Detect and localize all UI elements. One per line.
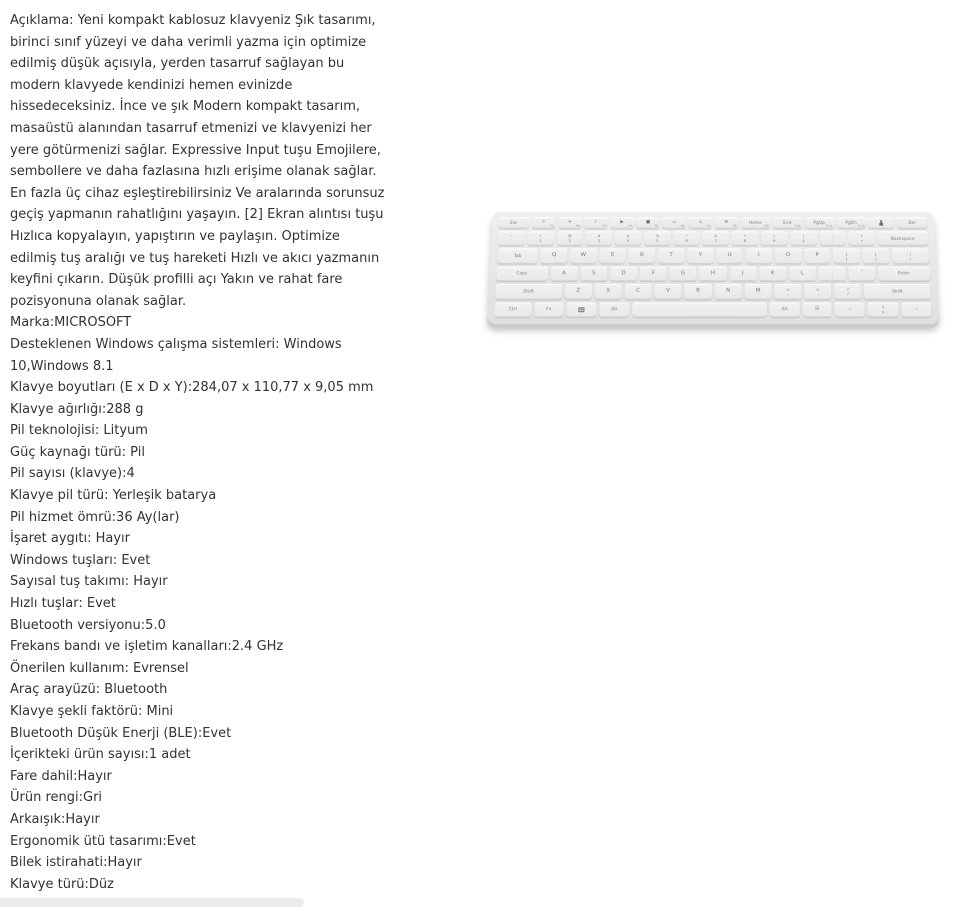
key-label: " [861, 268, 863, 274]
key-label: Caps [516, 270, 528, 276]
product-image-keyboard [487, 207, 939, 329]
key-label: Del [908, 219, 916, 225]
key-label: O [785, 252, 791, 259]
key-label: End [783, 219, 792, 225]
key-label: C [636, 288, 641, 294]
key-tab [497, 249, 538, 264]
key-u [716, 249, 742, 264]
key-0 [790, 231, 817, 246]
key-label: Backspace [890, 235, 915, 241]
key-label: PgUp [813, 219, 826, 225]
key-arrows-up-down [867, 302, 899, 317]
key-arrow-left [835, 302, 865, 317]
key-label: T [669, 252, 673, 259]
key-label: ♪ [594, 219, 598, 225]
key-w [570, 249, 597, 264]
key-label: ■ [645, 219, 651, 225]
spec-line: Fare dahil:Hayır [10, 768, 112, 784]
key-label: ] [875, 255, 877, 261]
fkey-sub-label: F6 [680, 223, 685, 228]
key-label: Q [551, 252, 557, 259]
key-a [550, 266, 577, 281]
keyboard-body [487, 212, 939, 324]
key-label: ‹ [848, 305, 852, 312]
key-label: M [755, 288, 761, 294]
key-label: - [831, 238, 834, 243]
keyboard-row [499, 217, 928, 228]
spec-line: Klavye ağırlığı:288 g [10, 401, 144, 417]
fkey-sub-label: F10 [794, 223, 801, 228]
spec-line: Arkaışık:Hayır [10, 811, 100, 827]
fkey-sub-label: F11 [826, 223, 833, 228]
key-y [687, 249, 713, 264]
key-q [541, 249, 568, 264]
spec-line: Ergonomik ütü tasarımı:Evet [10, 833, 196, 849]
description-line: yere götürmenizi sağlar. Expressive Input tuşu Emojilere, [10, 142, 381, 158]
key-label: ☀ [567, 219, 572, 225]
key-label: V [666, 288, 670, 294]
spec-line: Desteklenen Windows çalışma sistemleri: Windows [10, 336, 342, 352]
key-label: 5 [656, 238, 659, 243]
key-label: ▶ [620, 219, 624, 225]
arrow-up-icon: ∧ [881, 304, 885, 310]
spec-line: Bluetooth versiyonu:5.0 [10, 617, 166, 633]
key-p [804, 249, 831, 264]
spec-line: Klavye şekli faktörü: Mini [10, 704, 174, 719]
key-label: * [744, 233, 746, 239]
key-ctrl [494, 302, 531, 317]
key-stop [636, 217, 659, 228]
description-line: masaüstü alanından tasarruf etmenizi ve klavyenizi her [10, 120, 372, 136]
fkey-sub-label: F12 [858, 223, 865, 228]
description-line: En fazla üç cihaz eşleştirebilirsiniz Ve aralarında sorunsuz [10, 185, 385, 201]
key-semicolon [819, 266, 846, 281]
spec-line: Araç arayüzü: Bluetooth [10, 682, 168, 698]
key-e [599, 249, 626, 264]
spec-line: 10,Windows 8.1 [10, 358, 114, 374]
key-caps [496, 266, 548, 281]
key-enter [878, 266, 930, 281]
spec-line: Bilek istirahati:Hayır [10, 855, 142, 871]
key-label: ⌂ [698, 219, 702, 225]
key-esc [499, 217, 530, 228]
keyboard-row [495, 284, 931, 299]
key-c [624, 284, 651, 299]
key-g [670, 266, 697, 281]
key-label: | [909, 251, 911, 256]
key-5 [644, 231, 670, 246]
key-l [789, 266, 816, 281]
key-label: F [651, 270, 655, 277]
key-i [746, 249, 772, 264]
key-pgdn [837, 217, 866, 228]
key-label: ' [861, 273, 863, 279]
key-label: K [770, 270, 775, 277]
spec-line: Klavye boyutları (E x D x Y):284,07 x 110,77 x 9,05 mm [10, 380, 374, 396]
key-label: D [621, 270, 626, 277]
key-label: E [610, 252, 615, 259]
keyboard-row [497, 249, 929, 264]
key-label: 4 [626, 238, 630, 243]
key-label: G [681, 270, 686, 277]
keyboard-row [494, 302, 931, 317]
spec-line: Önerilen kullanım: Evrensel [10, 660, 189, 676]
key-bracket-left [833, 249, 860, 264]
key-mail [715, 217, 738, 228]
arrow-down-icon: ∨ [881, 309, 885, 315]
spec-line: Sayısal tuş takımı: Hayır [10, 574, 168, 590]
key-label: W [580, 252, 587, 259]
key-o [775, 249, 802, 264]
spec-line: Ürün rengi:Gri [10, 790, 103, 806]
key-9 [761, 231, 787, 246]
key-lock [868, 217, 894, 228]
description-paragraph [10, 10, 450, 312]
key-minus [819, 231, 846, 246]
key-label: U [727, 252, 732, 259]
key-label: B [696, 288, 700, 294]
spec-line: İşaret aygıtı: Hayır [10, 531, 130, 547]
key-label: 6 [685, 238, 688, 243]
key-brightness-up [558, 217, 582, 228]
key-label: Esc [510, 219, 518, 225]
key-fn [534, 302, 564, 317]
key-slash [834, 284, 861, 299]
key-label: # [597, 233, 601, 239]
key-2 [556, 231, 583, 246]
key-label: Fn [546, 306, 552, 312]
key-v [654, 284, 681, 299]
key-label: ~ [509, 233, 514, 239]
key-t [658, 249, 684, 264]
key-n [715, 284, 742, 299]
key-windows [566, 302, 596, 317]
key-label: _ [831, 233, 834, 239]
key-label: › [915, 305, 918, 312]
key-label: P [815, 252, 820, 259]
key-8 [732, 231, 758, 246]
key-label: \ [909, 255, 912, 261]
description-line: edilmiş düşük açısıyla, yerden tasarruf sağlayan bu [10, 56, 345, 72]
key-del [897, 217, 928, 228]
key-backslash [892, 249, 929, 264]
spec-line: Frekans bandı ve işletim kanalları:2.4 GHz [10, 639, 284, 655]
key-label: > [816, 286, 820, 292]
key-equals [849, 231, 876, 246]
key-label: 0 [802, 238, 805, 243]
key-3 [586, 231, 613, 246]
key-label: } [874, 251, 878, 256]
spec-line: Güç kaynağı türü: Pil [10, 444, 145, 460]
key-label: R [639, 252, 644, 259]
key-expressive-input [802, 302, 832, 317]
key-play-pause [610, 217, 633, 228]
key-h [700, 266, 727, 281]
key-media [584, 217, 607, 228]
key-r [629, 249, 656, 264]
key-shift-right [864, 284, 931, 299]
key-label: 2 [568, 238, 571, 243]
spec-line: Pil sayısı (klavye):4 [10, 466, 135, 482]
key-label: N [725, 288, 731, 294]
key-label: ▭ [672, 219, 677, 225]
windows-logo-icon [579, 307, 585, 312]
description-line: modern klavyede kendinizi hemen evinizde [10, 77, 293, 93]
key-label: = [860, 238, 864, 243]
description-line: sembollere ve daha fazlasına hızlı erişime olanak sağlar. [10, 164, 377, 180]
key-label: Home [748, 219, 762, 225]
fkey-sub-label: F1 [549, 223, 554, 228]
fkey-sub-label: F5 [654, 223, 659, 228]
key-label: 1 [539, 238, 542, 243]
key-home [741, 217, 770, 228]
key-4 [615, 231, 642, 246]
description-line: Hızlıca kopyalayın, yapıştırın ve paylaşın. Optimize [10, 228, 340, 244]
key-label: PgDn [845, 219, 858, 225]
spec-line: Windows tuşları: Evet [10, 552, 151, 568]
key-label: { [845, 251, 848, 256]
key-space [632, 302, 767, 317]
key-label: J [741, 270, 744, 277]
fkey-sub-label: F9 [764, 223, 769, 228]
description-line: edilmiş tuş aralığı ve tuş hareketi Hızlı ve akıcı yazmanın [10, 250, 380, 266]
key-alt-left [599, 302, 629, 317]
description-line: geçiş yapmanın rahatlığını yaşayın. [2] Ekran alıntısı tuşu [10, 207, 384, 223]
key-m [744, 284, 771, 299]
keyboard-row [498, 231, 928, 246]
key-label: ☼ [541, 219, 546, 225]
key-label: & [714, 233, 718, 239]
key-label: 7 [714, 238, 718, 243]
key-label: Shift [523, 288, 534, 294]
horizontal-scrollbar[interactable] [0, 898, 304, 907]
spec-line: İçerikteki ürün sayısı:1 adet [10, 747, 191, 763]
key-alt-right [770, 302, 800, 317]
key-label: + [860, 233, 864, 239]
description-line: hissedeceksiniz. İnce ve şık Modern kompakt tasarım, [10, 99, 360, 115]
key-pgup [805, 217, 834, 228]
key-label: Shift [892, 288, 903, 294]
fkey-sub-label: F4 [628, 223, 633, 228]
key-label: Alt [611, 306, 618, 312]
key-6 [673, 231, 699, 246]
key-comma [774, 284, 801, 299]
key-backspace [878, 231, 929, 246]
fkey-sub-label: F3 [602, 223, 606, 228]
key-label: ; [831, 273, 834, 279]
key-label: 3 [597, 238, 601, 243]
key-label: ( [773, 233, 775, 239]
key-label: Ctrl [508, 306, 518, 312]
spec-line: Hızlı tuşlar: Evet [10, 596, 116, 612]
key-label: @ [567, 233, 572, 239]
key-x [594, 284, 621, 299]
spec-line: Klavye türü:Düz [10, 876, 114, 892]
key-label: Alt [781, 306, 788, 312]
key-label: Tab [513, 253, 522, 259]
key-label: I [757, 252, 760, 259]
keyboard-row [496, 266, 930, 281]
description-line: Açıklama: Yeni kompakt kablosuz klavyeniz Şık tasarımı, [10, 13, 376, 28]
key-label: Y [698, 252, 703, 259]
key-end [773, 217, 802, 228]
key-label: 9 [773, 238, 776, 243]
key-label: A [561, 270, 566, 277]
spec-line: Pil teknolojisi: Lityum [10, 423, 148, 439]
lock-icon [879, 222, 883, 225]
key-label: , [787, 291, 789, 297]
key-label: ☺ [814, 306, 820, 312]
key-label: [ [845, 255, 848, 261]
key-brightness-down [532, 217, 556, 228]
description-line: pozisyonuna olanak sağlar. [10, 293, 187, 309]
key-shift-left [495, 284, 562, 299]
key-label: : [831, 268, 833, 274]
fkey-sub-label: F8 [732, 223, 737, 228]
description-line: birinci sınıf yüzeyi ve daha verimli yazma için optimize [10, 34, 367, 50]
spec-line: Bluetooth Düşük Enerji (BLE):Evet [10, 725, 232, 741]
key-7 [703, 231, 729, 246]
key-label: . [817, 291, 819, 297]
key-label: ? [846, 286, 849, 292]
key-label: / [847, 291, 849, 297]
fkey-sub-label: F7 [706, 223, 711, 228]
key-label: S [591, 270, 596, 277]
key-label: Z [576, 288, 581, 294]
key-label: % [655, 233, 660, 239]
key-label: Enter [897, 270, 911, 276]
key-label: X [606, 288, 611, 294]
key-backtick [498, 231, 525, 246]
fkey-sub-label: F2 [576, 223, 580, 228]
key-label: 8 [743, 238, 747, 243]
key-s [580, 266, 607, 281]
product-text-column [10, 10, 450, 895]
key-label: ) [802, 233, 805, 239]
key-arrow-right [901, 302, 931, 317]
key-label: $ [626, 233, 630, 239]
key-j [729, 266, 756, 281]
key-f [640, 266, 667, 281]
spec-list [10, 312, 450, 895]
key-period [804, 284, 831, 299]
key-quote [848, 266, 875, 281]
key-label: ! [539, 233, 542, 239]
key-label: < [786, 286, 790, 292]
key-label: ` [510, 238, 513, 243]
description-line: keyfini çıkarın. Düşük profilli açı Yakın ve rahat fare [10, 272, 343, 288]
key-1 [527, 231, 554, 246]
key-k [759, 266, 786, 281]
key-b [685, 284, 712, 299]
key-d [610, 266, 637, 281]
key-z [564, 284, 591, 299]
key-label: ✉ [724, 219, 729, 225]
key-label: L [800, 270, 804, 277]
spec-line: Klavye pil türü: Yerleşik batarya [10, 488, 217, 504]
spec-line: Marka:MICROSOFT [10, 315, 132, 331]
key-bracket-right [862, 249, 889, 264]
key-home-screen [689, 217, 712, 228]
spec-line: Pil hizmet ömrü:36 Ay(lar) [10, 509, 180, 525]
key-label: H [710, 270, 716, 277]
key-display [663, 217, 686, 228]
key-label: ^ [684, 233, 689, 239]
